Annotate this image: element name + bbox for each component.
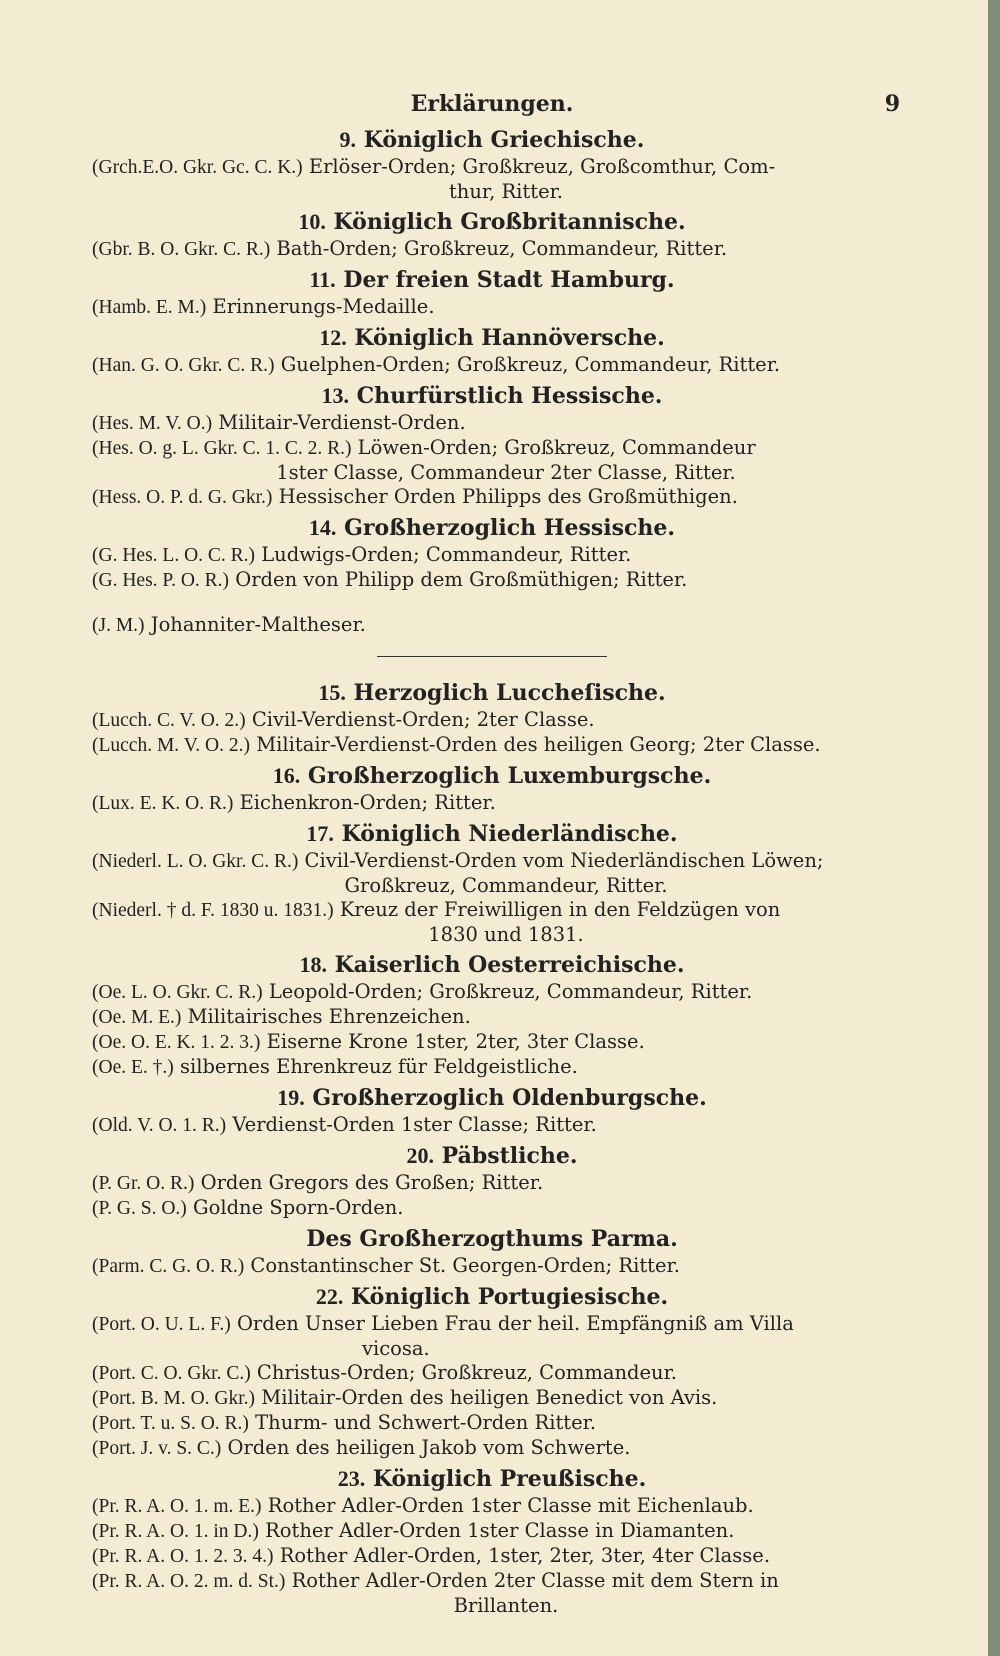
entry-description: Löwen-Orden; Großkreuz, Commandeur bbox=[357, 436, 756, 459]
entry-abbreviation: (P. Gr. O. R.) bbox=[92, 1173, 195, 1194]
entry-abbreviation: (Old. V. O. 1. R.) bbox=[92, 1115, 227, 1136]
section-number: 18. bbox=[299, 952, 327, 977]
section bbox=[92, 820, 892, 947]
entry bbox=[92, 1196, 892, 1221]
entry-description: Leopold-Orden; Großkreuz, Commandeur, Ritter. bbox=[268, 980, 753, 1003]
section-title: Des Großherzogthums Parma. bbox=[306, 1226, 678, 1252]
entry-description: Civil-Verdienst-Orden; 2ter Classe. bbox=[251, 708, 595, 731]
entry-abbreviation: (Niederl. † d. F. 1830 u. 1831.) bbox=[92, 900, 334, 921]
spacer bbox=[92, 593, 892, 613]
entry-continuation: thur, Ritter. bbox=[448, 180, 564, 203]
entry bbox=[92, 613, 892, 638]
entry-abbreviation: (Lucch. M. V. O. 2.) bbox=[92, 735, 250, 756]
entry-abbreviation: (Oe. M. E.) bbox=[92, 1007, 182, 1028]
section-title: Herzoglich Luccheſische. bbox=[353, 680, 666, 706]
section-heading bbox=[92, 324, 892, 352]
entry-abbreviation: (Gbr. B. O. Gkr. C. R.) bbox=[92, 239, 271, 260]
entry-abbreviation: (Pr. R. A. O. 1. m. E.) bbox=[92, 1496, 262, 1517]
entry-abbreviation: (Hess. O. P. d. G. Gkr.) bbox=[92, 487, 273, 508]
section-title: Der freien Stadt Hamburg. bbox=[343, 267, 675, 293]
entry-description: Erinnerungs-Medaille. bbox=[212, 295, 435, 318]
entry-description: Kreuz der Freiwilligen in den Feldzügen von bbox=[339, 898, 781, 921]
section bbox=[92, 266, 892, 320]
entry-continuation: Großkreuz, Commandeur, Ritter. bbox=[344, 874, 668, 897]
entry-description: Orden von Philipp dem Großmüthigen; Ritter. bbox=[235, 568, 688, 591]
section bbox=[92, 126, 892, 204]
entry-description: Eiserne Krone 1ster, 2ter, 3ter Classe. bbox=[266, 1030, 645, 1053]
section bbox=[92, 1283, 892, 1461]
section bbox=[92, 1225, 892, 1279]
entry-description: Militairisches Ehrenzeichen. bbox=[187, 1005, 471, 1028]
entry-abbreviation: (Parm. C. G. O. R.) bbox=[92, 1256, 245, 1277]
entry bbox=[92, 980, 892, 1005]
section-title: Päbstliche. bbox=[441, 1143, 578, 1169]
entry-description: Rother Adler-Orden 2ter Classe mit dem Stern in bbox=[291, 1569, 779, 1592]
section-heading bbox=[92, 820, 892, 848]
entry bbox=[92, 485, 892, 510]
section-title: Königlich Preußische. bbox=[372, 1466, 647, 1492]
entry-description: Orden Gregors des Großen; Ritter. bbox=[200, 1171, 544, 1194]
entry-abbreviation: (G. Hes. P. O. R.) bbox=[92, 570, 230, 591]
entry bbox=[92, 1544, 892, 1569]
entry-abbreviation: (Pr. R. A. O. 1. in D.) bbox=[92, 1521, 259, 1542]
entry-description: Militair-Verdienst-Orden. bbox=[218, 411, 466, 434]
section-heading bbox=[92, 1283, 892, 1311]
entry-description: Johanniter-Maltheser. bbox=[150, 613, 366, 636]
entry-continuation: 1ster Classe, Commandeur 2ter Classe, Ritter. bbox=[276, 461, 736, 484]
section bbox=[92, 514, 892, 593]
entry bbox=[92, 543, 892, 568]
section-title: Churfürstlich Hessische. bbox=[356, 383, 663, 409]
section-title: Königlich Griechische. bbox=[363, 127, 645, 153]
running-head bbox=[92, 91, 900, 126]
section-title: Königlich Niederländische. bbox=[341, 821, 678, 847]
entry-description: Orden Unser Lieben Frau der heil. Empfängniß am Villa bbox=[236, 1312, 794, 1335]
entry-abbreviation: (Port. J. v. S. C.) bbox=[92, 1438, 222, 1459]
section-title: Königlich Großbritannische. bbox=[333, 209, 686, 235]
entry bbox=[92, 1312, 892, 1361]
entry-abbreviation: (J. M.) bbox=[92, 615, 145, 636]
section bbox=[92, 1465, 892, 1618]
entry-description: Militair-Orden des heiligen Benedict von Avis. bbox=[261, 1386, 718, 1409]
entry-description: Erlöser-Orden; Großkreuz, Großcomthur, Com- bbox=[308, 155, 776, 178]
entry-description: Bath-Orden; Großkreuz, Commandeur, Ritter. bbox=[276, 237, 728, 260]
entry bbox=[92, 155, 892, 204]
section-heading bbox=[92, 126, 892, 154]
section-title: Großherzoglich Hessische. bbox=[344, 515, 676, 541]
section bbox=[92, 382, 892, 510]
entry bbox=[92, 849, 892, 898]
entry-abbreviation: (Pr. R. A. O. 2. m. d. St.) bbox=[92, 1571, 286, 1592]
entry-abbreviation: (Oe. E. †.) bbox=[92, 1057, 174, 1078]
section-number: 22. bbox=[315, 1284, 344, 1309]
section-number: 13. bbox=[321, 383, 349, 408]
entry-abbreviation: (Hes. M. V. O.) bbox=[92, 413, 213, 434]
entry-description: Constantinscher St. Georgen-Orden; Ritter. bbox=[250, 1254, 680, 1277]
entry bbox=[92, 295, 892, 320]
entry bbox=[92, 411, 892, 436]
section bbox=[92, 324, 892, 378]
entry-abbreviation: (Port. T. u. S. O. R.) bbox=[92, 1413, 249, 1434]
entry-description: silbernes Ehrenkreuz für Feldgeistliche. bbox=[179, 1055, 578, 1078]
entry bbox=[92, 898, 892, 947]
entry-continuation: 1830 und 1831. bbox=[428, 923, 584, 946]
section bbox=[92, 208, 892, 262]
sections-list bbox=[92, 126, 892, 1618]
entry bbox=[92, 436, 892, 485]
section-heading bbox=[92, 762, 892, 790]
entry bbox=[92, 1055, 892, 1080]
entry-continuation: Brillanten. bbox=[453, 1594, 559, 1617]
section-heading bbox=[92, 1465, 892, 1493]
entry bbox=[92, 1254, 892, 1279]
entry-abbreviation: (Port. O. U. L. F.) bbox=[92, 1314, 231, 1335]
entry bbox=[92, 1411, 892, 1436]
entry bbox=[92, 353, 892, 378]
section-title: Großherzoglich Oldenburgsche. bbox=[312, 1085, 707, 1111]
entry-abbreviation: (Port. B. M. O. Gkr.) bbox=[92, 1388, 256, 1409]
entry-abbreviation: (Hamb. E. M.) bbox=[92, 297, 207, 318]
entry-abbreviation: (G. Hes. L. O. C. R.) bbox=[92, 545, 256, 566]
entry-description: Thurm- und Schwert-Orden Ritter. bbox=[255, 1411, 597, 1434]
section-title: Großherzoglich Luxemburgsche. bbox=[307, 763, 712, 789]
section bbox=[92, 951, 892, 1080]
entry bbox=[92, 237, 892, 262]
section-number: 16. bbox=[272, 763, 301, 788]
entry bbox=[92, 1030, 892, 1055]
section-number: 14. bbox=[308, 515, 337, 540]
entry-abbreviation: (P. G. S. O.) bbox=[92, 1198, 187, 1219]
entry bbox=[92, 791, 892, 816]
section-number: 15. bbox=[318, 680, 346, 705]
entry-description: Ludwigs-Orden; Commandeur, Ritter. bbox=[261, 543, 632, 566]
entry bbox=[92, 1005, 892, 1030]
entry-description: Militair-Verdienst-Orden des heiligen Georg; 2ter Classe. bbox=[256, 733, 821, 756]
entry bbox=[92, 1113, 892, 1138]
entry-description: Christus-Orden; Großkreuz, Commandeur. bbox=[256, 1361, 677, 1384]
section-heading bbox=[92, 1084, 892, 1112]
entry-abbreviation: (Han. G. O. Gkr. C. R.) bbox=[92, 355, 275, 376]
entry-abbreviation: (Pr. R. A. O. 1. 2. 3. 4.) bbox=[92, 1546, 274, 1567]
entry-abbreviation: (Oe. L. O. Gkr. C. R.) bbox=[92, 982, 263, 1003]
section-heading bbox=[92, 266, 892, 294]
running-title: Erklärungen. bbox=[410, 91, 574, 117]
entry-description: Rother Adler-Orden 1ster Classe in Diamanten. bbox=[265, 1519, 735, 1542]
page-content bbox=[92, 91, 900, 1618]
entry-description: Verdienst-Orden 1ster Classe; Ritter. bbox=[232, 1113, 597, 1136]
entry-abbreviation: (Port. C. O. Gkr. C.) bbox=[92, 1363, 251, 1384]
entry-description: Goldne Sporn-Orden. bbox=[193, 1196, 404, 1219]
entry-abbreviation: (Lucch. C. V. O. 2.) bbox=[92, 710, 246, 731]
section-number: 9. bbox=[339, 127, 357, 152]
section-heading bbox=[92, 382, 892, 410]
divider-rule bbox=[377, 656, 607, 657]
section-title: Kaiserlich Oesterreichische. bbox=[334, 952, 685, 978]
section-number: 23. bbox=[337, 1466, 366, 1491]
section-heading bbox=[92, 951, 892, 979]
entry-description: Orden des heiligen Jakob vom Schwerte. bbox=[227, 1436, 631, 1459]
section-heading bbox=[92, 208, 892, 236]
entry-abbreviation: (Oe. O. E. K. 1. 2. 3.) bbox=[92, 1032, 261, 1053]
entry bbox=[92, 708, 892, 733]
section-heading bbox=[92, 1142, 892, 1170]
section-number: 12. bbox=[319, 325, 347, 350]
section bbox=[92, 1142, 892, 1221]
section-number: 19. bbox=[277, 1085, 305, 1110]
section bbox=[92, 762, 892, 816]
entry-description: Rother Adler-Orden, 1ster, 2ter, 3ter, 4ter Classe. bbox=[279, 1544, 771, 1567]
entry-abbreviation: (Niederl. L. O. Gkr. C. R.) bbox=[92, 851, 299, 872]
entry bbox=[92, 1494, 892, 1519]
entry bbox=[92, 1436, 892, 1461]
section-title: Königlich Portugiesische. bbox=[351, 1284, 669, 1310]
section bbox=[92, 679, 892, 758]
entry bbox=[92, 733, 892, 758]
entry-description: Guelphen-Orden; Großkreuz, Commandeur, Ritter. bbox=[280, 353, 781, 376]
entry-description: Hessischer Orden Philipps des Großmüthigen. bbox=[278, 485, 738, 508]
section-heading bbox=[92, 679, 892, 707]
entry-description: Civil-Verdienst-Orden vom Niederländischen Löwen; bbox=[304, 849, 824, 872]
entry bbox=[92, 1171, 892, 1196]
entry-abbreviation: (Lux. E. K. O. R.) bbox=[92, 793, 234, 814]
entry bbox=[92, 1519, 892, 1544]
entry-description: Eichenkron-Orden; Ritter. bbox=[239, 791, 496, 814]
entry-abbreviation: (Grch.E.O. Gkr. Gc. C. K.) bbox=[92, 157, 303, 178]
section-number: 20. bbox=[406, 1143, 434, 1168]
section-title: Königlich Hannöversche. bbox=[354, 325, 665, 351]
entry-description: Rother Adler-Orden 1ster Classe mit Eichenlaub. bbox=[267, 1494, 754, 1517]
entry bbox=[92, 1361, 892, 1386]
entry-abbreviation: (Hes. O. g. L. Gkr. C. 1. C. 2. R.) bbox=[92, 438, 352, 459]
section-number: 10. bbox=[298, 209, 326, 234]
section-number: 17. bbox=[306, 821, 334, 846]
entry-continuation: vicosa. bbox=[362, 1337, 430, 1360]
entry bbox=[92, 1569, 892, 1618]
section-heading bbox=[92, 1225, 892, 1253]
section bbox=[92, 593, 892, 657]
entry bbox=[92, 568, 892, 593]
section-heading bbox=[92, 514, 892, 542]
section bbox=[92, 1084, 892, 1138]
section-number: 11. bbox=[309, 267, 336, 292]
page-number: 9 bbox=[884, 91, 900, 117]
entry bbox=[92, 1386, 892, 1411]
